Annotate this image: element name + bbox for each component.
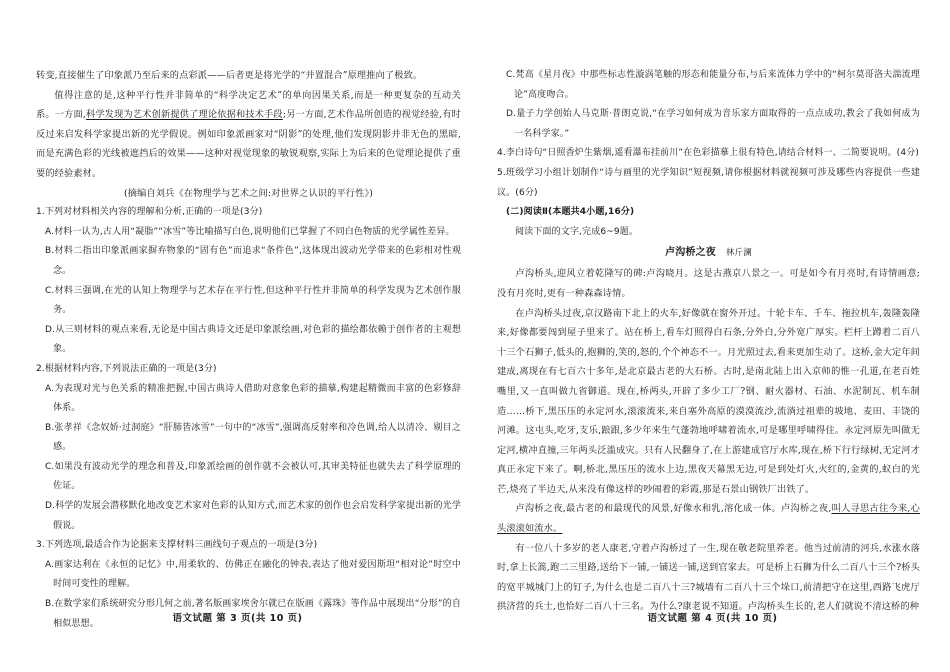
question-3: 3.下列选项,最适合作为论据来支撑材料三画线句子观点的一项是(3分) — [36, 540, 318, 551]
option-1d: D.从三则材料的观点来看,无论是中国古典诗文还是印象派绘画,对色彩的描绘都依赖于创作者的主观想象。 — [45, 324, 461, 355]
paragraph-text: 卢沟桥之夜,最古老的和最现代的风景,好像水和乳,溶化成一体。卢沟桥之夜, — [515, 503, 832, 515]
question-1: 1.下列对材料相关内容的理解和分析,正确的一项是(3分) — [36, 207, 263, 218]
option-1b: B.材料二指出印象派画家摒弃物象的“固有色”而追求“条件色”,这体现出波动光学带来的色彩相对性观念。 — [45, 246, 461, 276]
paragraph: 卢沟桥头,迎风立着乾隆写的碑:卢沟晓月。这是古燕京八景之一。可是如今有月亮时,有诗情画意;没有月亮时,更有一种森森诗情。 — [497, 268, 920, 299]
paragraph — [36, 86, 461, 184]
right-page — [475, 0, 950, 672]
paragraph-text: ;另一方面,艺术作品所创造的视觉经验,有时反过来启发科学家提出新的光学假说。例如印象派画家对“阴影”的处理,他们发现阴影并非无色的黑暗,而是充满色彩的光线被遮挡后的效果——这种对视觉现象的敏锐观察,实际上为后来的色觉理论提供了重要的经验素材。 — [36, 109, 461, 179]
option-1a: A.材料一认为,古人用“凝脂”“冰雪”等比喻描写白色,说明他们已掌握了不同白色物质的光学属性差异。 — [45, 226, 455, 237]
article-title — [497, 242, 920, 264]
paragraph: 转变,直接催生了印象派乃至后来的点彩派——后者更是将光学的“并置混合”原理推向了极致。 — [36, 70, 423, 81]
article-title-text: 卢沟桥之夜 — [665, 247, 716, 259]
section-heading: (二)阅读Ⅱ(本题共4小题,16分) — [506, 207, 635, 218]
option-3d: D.量子力学创始人马克斯·普朗克说,“在学习如何成为音乐家方面取得的一点点成功,教会了我如何成为一名科学家。” — [506, 109, 920, 139]
page-footer: 语文试题 第 3 页(共 10 页) — [172, 613, 303, 624]
option-2a: A.为表现对光与色关系的精准把握,中国古典诗人借助对意象色彩的描摹,构建起精微而丰富的色彩修辞体系。 — [45, 383, 461, 414]
question-2: 2.根据材料内容,下列说法正确的一项是(3分) — [36, 363, 217, 374]
paragraph — [497, 499, 920, 538]
option-3b: B.在数学家们系统研究分形几何之前,著名版画家埃舍尔就已在版画《露珠》等作品中展现出“分形”的自相似思想。 — [45, 599, 461, 629]
question-5: 5.班级学习小组计划制作“诗与画里的光学知识”短视频,请你根据材料就视频可涉及哪些内容提供一些建议。(6分) — [497, 167, 920, 198]
option-2d: D.科学的发展会潜移默化地改变艺术家对色彩的认知方式,而艺术家的创作也会启发科学家提出新的光学假说。 — [45, 501, 461, 531]
option-1c: C.材料三强调,在光的认知上物理学与艺术存在平行性,但这种平行性并非简单的科学发现为艺术创作服务。 — [45, 285, 461, 316]
option-3a: A.画家达利在《永恒的记忆》中,用柔软的、仿佛正在融化的钟表,表达了他对爱因斯坦“相对论”时空中时间可变性的理解。 — [45, 559, 461, 590]
paragraph: 在卢沟桥头过夜,京汉路南下北上的火车,好像就在窗外开过。十轮卡车、千车、拖拉机车,轰隆轰隆来,好像都要闯到屋子里来了。站在桥上,看车灯照得白石条,分外白,分外宽广厚实。栏杆上蹲着二百八十三个石狮子,低头的,抱狮的,笑的,怒的,个个神态不一。月光照过去,看来更加生动了。这桥,金大定年间建成,离现在有七百六十多年,是北京最古老的大石桥。古时,是南北陆上出入京师的惟一孔道,在老百姓嘴里,又一直叫做九省御道。现在,桥两头,开辟了多少工厂?钢、耐火器材、石油、水泥制瓦、机车制造……桥下,黑压压的永定河水,滚滚流来,来自塞外高原的漠漠流沙,流淌过祖辈的坡地、麦田、丰饶的河滩。这屯头,吃牙,支乐,踉跟,多少年来生气蓬勃地呼啸着流水,可是哪里呼啸得住。永定河原先叫做无定河,横冲直撞,三年两头泛滥成灾。只有人民翻身了,在上游建成官厅水库,现在,桥下行行绿树,无定河才真正永定下来了。啊,桥北,黑压压的流水上边,黑夜天幕黑无边,可是到处灯火,火红的,金黄的,蚁白的光芒,烧亮了半边天,从来没有像这样的吵闹着的彩霞,那是石景山钢铁厂出铁了。 — [497, 307, 921, 495]
option-2c: C.如果没有波动光学的理念和普及,印象派绘画的创作就不会被认可,其审美特征也就失去了科学原理的佐证。 — [45, 461, 461, 492]
paragraph-text: 值得注意的是,这种平行性并非简单的“科学决定艺术”的单向因果关系,而是一种更复杂的互动关系。一方面, — [36, 89, 461, 121]
reading-instruction: 阅读下面的文字,完成6~9题。 — [515, 226, 639, 237]
underlined-sentence: 叫人寻思古往今来,心头滚滚如流水。 — [497, 503, 920, 535]
source-citation: (摘编自刘兵《在物理学与艺术之间:对世界之认识的平行性》) — [124, 187, 373, 199]
page-footer: 语文试题 第 4 页(共 10 页) — [647, 613, 778, 624]
underlined-sentence: 科学发现为艺术创新提供了理论依据和技术手段 — [85, 109, 283, 121]
option-2b: B.张孝祥《念奴娇·过洞庭》“肝肺皆冰雪”一句中的“冰雪”,强调高反射率和冷色调,给人以清冷、剔目之感。 — [45, 422, 461, 453]
option-3c: C.梵高《星月夜》中那些标志性漩涡笔触的形态和能量分布,与后来流体力学中的“柯尔莫哥洛夫湍流理论”高度吻合。 — [506, 70, 920, 100]
article-author: 林斤澜 — [725, 248, 752, 259]
question-4: 4.李白诗句“日照香炉生紫烟,遥看瀑布挂前川”在色彩描摹上很有特色,请结合材料一、二简要说明。(4分) — [497, 148, 920, 159]
paragraph: 有一位八十多岁的老人康老,守着卢沟桥过了一生,现在敬老院里养老。他当过前清的河兵,水涨水落时,拿上长篙,跑二三里路,送给下一铺,一铺送一铺,送到官家去。可是桥上石狮为什么二百八十三个?桥头的宽平城城门上的钉子,为什么也是二百八十三?城墙有二百八十三个垛口,前清把守在这里,西路飞虎厅拱济营的兵士,也恰好二百八十三名。为什么?康老说不知道。卢沟桥头生长的,老人们就说不清这桥的种 — [497, 542, 920, 613]
